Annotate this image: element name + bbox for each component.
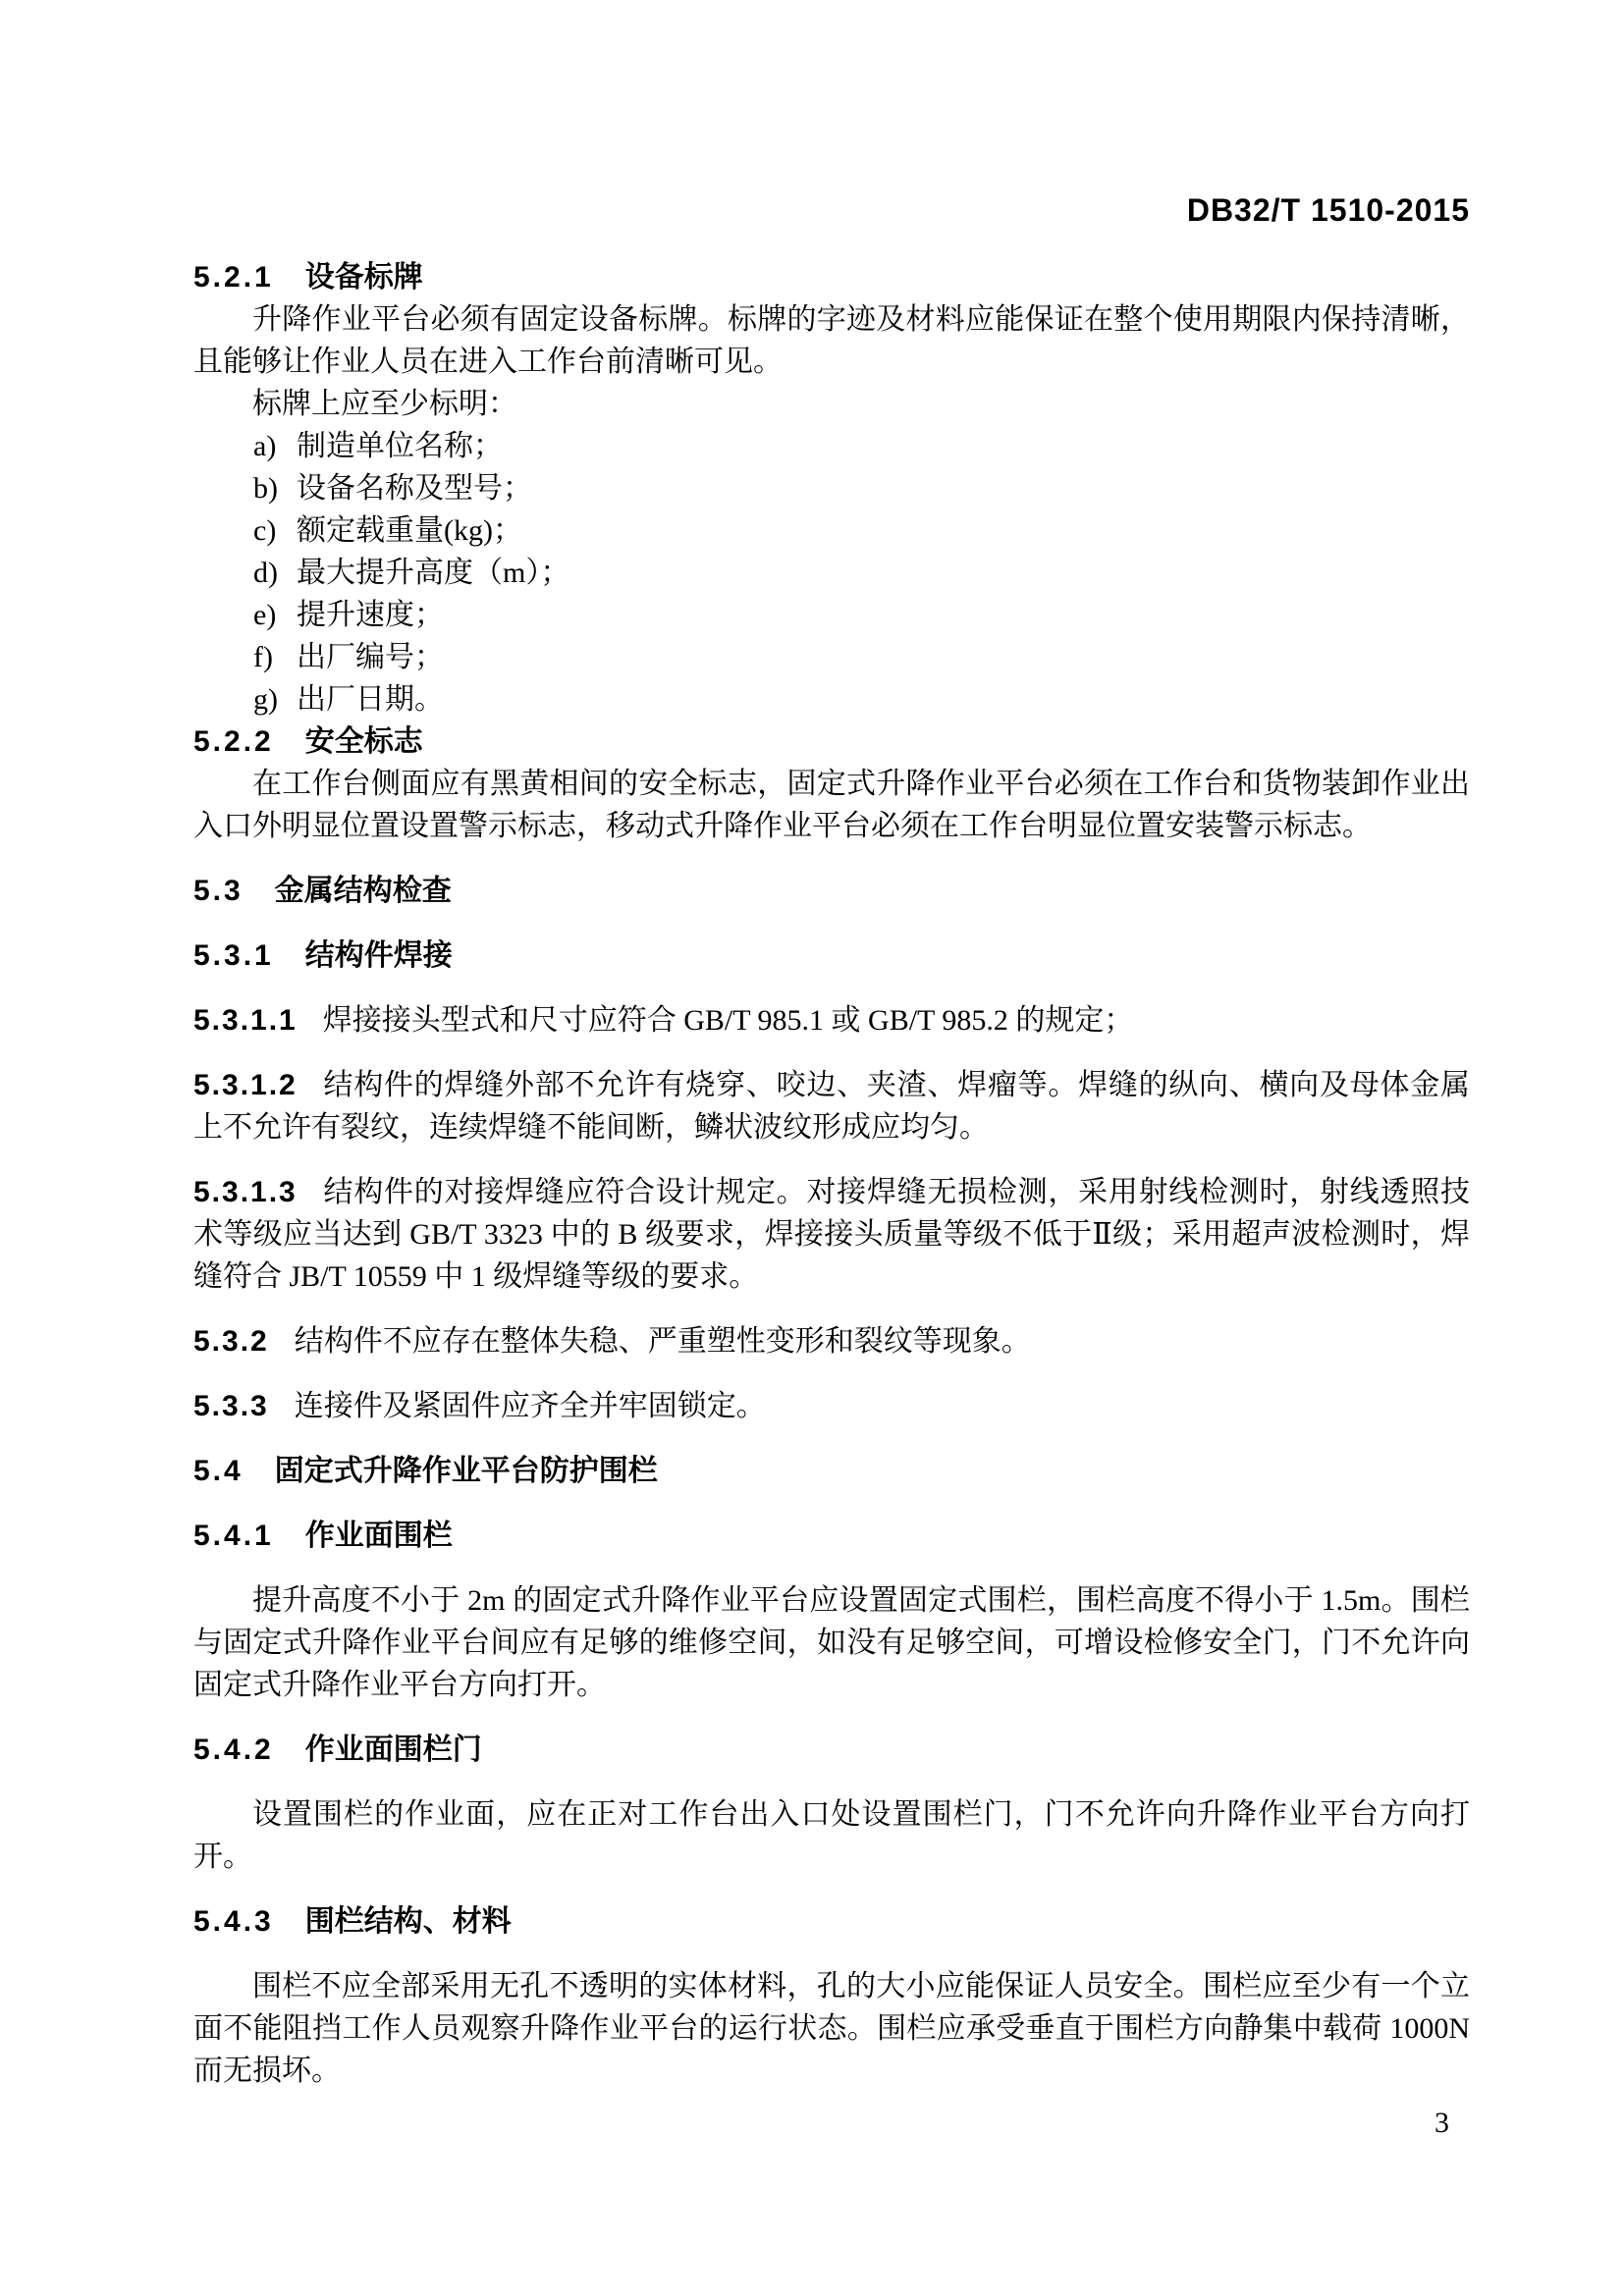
list-item-text: 设备名称及型号； xyxy=(297,472,532,505)
clause-number: 5.3.1 xyxy=(193,939,274,972)
clause-title: 固定式升降作业平台防护围栏 xyxy=(274,1455,658,1487)
section-heading-5-4-3 xyxy=(193,1900,1470,1943)
clause-title: 作业面围栏 xyxy=(304,1520,453,1552)
clause-text: 结构件的焊缝外部不允许有烧穿、咬边、夹渣、焊瘤等。焊缝的纵向、横向及母体金属上不允许有裂纹，连续焊缝不能间断，鳞状波纹形成应均匀。 xyxy=(193,1069,1470,1144)
nameplate-item-list xyxy=(193,425,1470,721)
clause-title: 安全标志 xyxy=(304,725,423,758)
clause-number: 5.2.2 xyxy=(193,725,274,758)
clause-title: 作业面围栏门 xyxy=(304,1734,482,1766)
list-item xyxy=(253,636,1470,678)
clause-5-3-3 xyxy=(193,1385,1470,1427)
paragraph-fence-structure-material: 围栏不应全部采用无孔不透明的实体材料，孔的大小应能保证人员安全。围栏应至少有一个立面不能阻挡工作人员观察升降作业平台的运行状态。围栏应承受垂直于围栏方向静集中载荷 1000N 而无损坏。 xyxy=(193,1970,1470,2087)
paragraph-fence-gate: 设置围栏的作业面，应在正对工作台出入口处设置围栏门，门不允许向升降作业平台方向打开。 xyxy=(193,1798,1470,1873)
paragraph-nameplate-list-intro: 标牌上应至少标明： xyxy=(252,388,517,420)
clause-title: 设备标牌 xyxy=(304,261,423,294)
clause-5-3-1-2 xyxy=(193,1064,1470,1148)
clause-number: 5.3.2 xyxy=(193,1325,269,1358)
clause-number: 5.4.2 xyxy=(193,1734,274,1766)
standard-code: DB32/T 1510-2015 xyxy=(1186,192,1470,228)
paragraph-nameplate: 升降作业平台必须有固定设备标牌。标牌的字迹及材料应能保证在整个使用期限内保持清晰，且能够让作业人员在进入工作台前清晰可见。 xyxy=(193,303,1470,378)
section-heading-5-3-1 xyxy=(193,934,1470,977)
clause-number: 5.2.1 xyxy=(193,261,274,294)
clause-number: 5.3.1.3 xyxy=(193,1176,298,1208)
clause-number: 5.4.3 xyxy=(193,1905,274,1938)
clause-text: 结构件不应存在整体失稳、严重塑性变形和裂纹等现象。 xyxy=(294,1325,1031,1358)
list-item-text: 制造单位名称； xyxy=(297,430,503,462)
clause-title: 金属结构检查 xyxy=(274,875,452,907)
list-item-label: a) xyxy=(253,430,277,462)
list-item xyxy=(253,425,1470,467)
page-number: 3 xyxy=(1435,2107,1449,2139)
clause-text: 结构件的对接焊缝应符合设计规定。对接焊缝无损检测，采用射线检测时，射线透照技术等级应当达到 GB/T 3323 中的 B 级要求，焊接接头质量等级不低于Ⅱ级；采用超声波检测时，焊缝符合 JB/T 10559 中 1 级焊缝等级的要求。 xyxy=(193,1176,1470,1293)
clause-title: 结构件焊接 xyxy=(304,939,453,972)
clause-text: 焊接接头型式和尺寸应符合 GB/T 985.1 或 GB/T 985.2 的规定； xyxy=(322,1004,1134,1037)
section-heading-5-2-2 xyxy=(193,721,1470,763)
list-item-label: c) xyxy=(253,514,277,547)
clause-number: 5.4.1 xyxy=(193,1520,274,1552)
section-heading-5-4-1 xyxy=(193,1515,1470,1557)
list-item xyxy=(253,594,1470,636)
clause-number: 5.3.1.1 xyxy=(193,1004,298,1037)
list-item-text: 最大提升高度（m）； xyxy=(297,557,570,589)
list-item-text: 额定载重量(kg)； xyxy=(297,514,522,547)
document-body xyxy=(193,256,1470,2092)
clause-title: 围栏结构、材料 xyxy=(304,1905,512,1938)
list-item-label: e) xyxy=(253,599,277,631)
list-item-text: 出厂日期。 xyxy=(297,683,444,716)
section-heading-5-2-1 xyxy=(193,256,1470,298)
paragraph-work-face-fence: 提升高度不小于 2m 的固定式升降作业平台应设置固定式围栏，围栏高度不得小于 1.5m。围栏与固定式升降作业平台间应有足够的维修空间，如没有足够空间，可增设检修安全门，门不允许向固定式升降作业平台方向打开。 xyxy=(193,1584,1470,1701)
list-item xyxy=(253,467,1470,509)
clause-5-3-1-1 xyxy=(193,999,1470,1041)
list-item-label: f) xyxy=(253,641,273,673)
list-item-label: g) xyxy=(253,683,278,716)
section-heading-5-4-2 xyxy=(193,1729,1470,1771)
list-item xyxy=(253,552,1470,594)
list-item-label: d) xyxy=(253,557,278,589)
clause-number: 5.3.1.2 xyxy=(193,1069,298,1101)
clause-5-3-2 xyxy=(193,1320,1470,1362)
list-item-label: b) xyxy=(253,472,278,505)
list-item xyxy=(253,678,1470,721)
clause-5-3-1-3 xyxy=(193,1171,1470,1298)
clause-text: 连接件及紧固件应齐全并牢固锁定。 xyxy=(294,1390,766,1422)
section-heading-5-4 xyxy=(193,1450,1470,1492)
clause-number: 5.3 xyxy=(193,875,244,907)
clause-number: 5.3.3 xyxy=(193,1390,269,1422)
section-heading-5-3 xyxy=(193,870,1470,912)
list-item-text: 出厂编号； xyxy=(297,641,444,673)
list-item-text: 提升速度； xyxy=(297,599,444,631)
clause-number: 5.4 xyxy=(193,1455,244,1487)
paragraph-safety-signs: 在工作台侧面应有黑黄相间的安全标志，固定式升降作业平台必须在工作台和货物装卸作业出入口外明显位置设置警示标志，移动式升降作业平台必须在工作台明显位置安装警示标志。 xyxy=(193,768,1470,842)
list-item xyxy=(253,509,1470,552)
